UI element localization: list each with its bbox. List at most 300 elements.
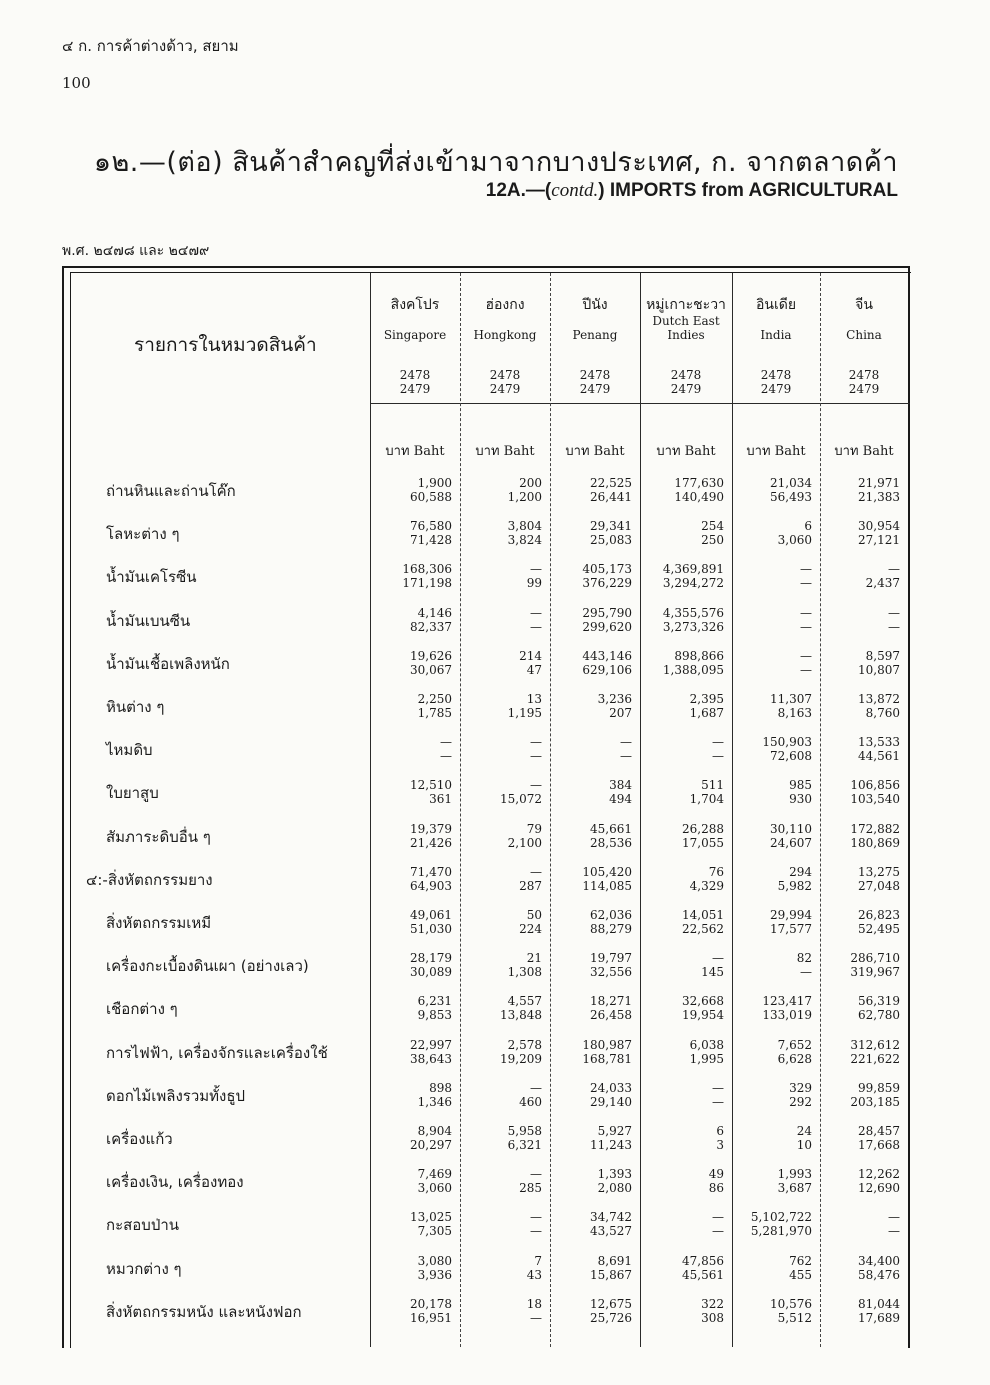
- cell-value-2479: 64,903: [410, 879, 452, 893]
- cell-value-2478: 3,236: [597, 692, 632, 706]
- cell-value-2479: 629,106: [582, 663, 632, 677]
- cell-value-2478: 12,510: [410, 778, 452, 792]
- cell-value-2479: 11,243: [590, 1138, 632, 1152]
- cell-value-2479: 7,305: [417, 1224, 452, 1238]
- cell-value-2479: 26,458: [590, 1008, 632, 1022]
- cell-value-2479: 6,628: [777, 1052, 812, 1066]
- cell-value-2478: —: [712, 735, 724, 749]
- cell-value-2479: 3,273,326: [662, 620, 724, 634]
- cell-value-2478: 5,102,722: [750, 1210, 812, 1224]
- cell-value-2478: 18: [526, 1297, 542, 1311]
- cell-value-2478: 56,319: [858, 994, 900, 1008]
- column-header-thai: อินเดีย: [755, 297, 797, 313]
- cell-value-2478: 21: [526, 951, 542, 965]
- cell-value-2478: 12,675: [590, 1297, 632, 1311]
- cell-value-2478: 105,420: [582, 865, 632, 879]
- cell-value-2478: 4,369,891: [662, 562, 724, 576]
- cell-value-2478: —: [530, 865, 542, 879]
- cell-value-2478: 21,971: [858, 476, 900, 490]
- column-header-thai: จีน: [855, 297, 873, 313]
- cell-value-2478: 22,525: [590, 476, 632, 490]
- row-label: ไหมดิบ: [106, 741, 153, 759]
- cell-value-2478: 2,395: [689, 692, 724, 706]
- cell-value-2478: 30,110: [770, 822, 812, 836]
- column-unit: [640, 440, 732, 461]
- cell-value-2478: 168,306: [402, 562, 452, 576]
- cell-value-2479: 207: [609, 706, 632, 720]
- cell-value-2478: 13,025: [410, 1210, 452, 1224]
- cell-value-2478: —: [888, 606, 900, 620]
- unit-english: Baht: [684, 444, 716, 459]
- column-year-a: 2478: [399, 368, 431, 382]
- cell-value-2478: 214: [519, 649, 542, 663]
- row-label: น้ำมันเชื้อเพลิงหนัก: [106, 655, 230, 673]
- cell-value-2479: 460: [519, 1095, 542, 1109]
- cell-value-2479: 8,163: [777, 706, 812, 720]
- cell-value-2478: 7,652: [777, 1038, 812, 1052]
- cell-value-2478: —: [530, 735, 542, 749]
- cell-value-2479: 171,198: [402, 576, 452, 590]
- cell-value-2479: 308: [701, 1311, 724, 1325]
- cell-value-2479: 30,089: [410, 965, 452, 979]
- page-number: 100: [62, 74, 91, 92]
- cell-value-2478: 22,997: [410, 1038, 452, 1052]
- column-header-english: Singapore: [383, 328, 447, 342]
- cell-value-2478: 18,271: [590, 994, 632, 1008]
- cell-value-2479: —: [712, 1095, 724, 1109]
- cell-value-2479: 88,279: [590, 922, 632, 936]
- unit-english: Baht: [593, 444, 625, 459]
- cell-value-2479: 24,607: [770, 836, 812, 850]
- column-year-b: 2479: [489, 382, 521, 396]
- cell-value-2479: 3,294,272: [662, 576, 724, 590]
- cell-value-2479: 10: [796, 1138, 812, 1152]
- cell-value-2479: 47: [526, 663, 542, 677]
- cell-value-2479: 3,936: [417, 1268, 452, 1282]
- cell-value-2479: 10,807: [858, 663, 900, 677]
- cell-value-2479: 319,967: [850, 965, 900, 979]
- cell-value-2478: 29,341: [590, 519, 632, 533]
- cell-value-2478: —: [530, 562, 542, 576]
- cell-value-2479: 28,536: [590, 836, 632, 850]
- cell-value-2478: 1,900: [417, 476, 452, 490]
- unit-thai: บาท: [565, 444, 594, 459]
- cell-value-2478: —: [620, 735, 632, 749]
- cell-value-2479: —: [530, 1224, 542, 1238]
- title-en-prefix: 12A.—(: [485, 180, 552, 201]
- cell-value-2479: 99: [526, 576, 542, 590]
- cell-value-2479: 250: [701, 533, 724, 547]
- cell-value-2478: 28,457: [858, 1124, 900, 1138]
- cell-value-2478: 329: [789, 1081, 812, 1095]
- cell-value-2479: —: [800, 965, 812, 979]
- cell-value-2478: 443,146: [582, 649, 632, 663]
- cell-value-2479: 361: [429, 792, 452, 806]
- unit-thai: บาท: [656, 444, 685, 459]
- column-year-a: 2478: [848, 368, 880, 382]
- column-year-b: 2479: [760, 382, 792, 396]
- cell-value-2479: 1,388,095: [662, 663, 724, 677]
- cell-value-2479: 30,067: [410, 663, 452, 677]
- column-header-thai: ปีนัง: [582, 297, 608, 313]
- cell-value-2479: 52,495: [858, 922, 900, 936]
- row-label: เครื่องแก้ว: [106, 1130, 173, 1148]
- cell-value-2478: 106,856: [850, 778, 900, 792]
- row-label: หินต่าง ๆ: [106, 698, 165, 716]
- cell-value-2479: 72,608: [770, 749, 812, 763]
- cell-value-2479: 13,848: [500, 1008, 542, 1022]
- cell-value-2478: 6,231: [417, 994, 452, 1008]
- row-label: ใบยาสูบ: [106, 784, 159, 802]
- cell-value-2478: 180,987: [582, 1038, 632, 1052]
- running-head: ๔ ก. การค้าต่างด้าว, สยาม: [62, 37, 239, 55]
- cell-value-2479: 20,297: [410, 1138, 452, 1152]
- cell-value-2479: 494: [609, 792, 632, 806]
- cell-value-2479: 376,229: [582, 576, 632, 590]
- cell-value-2478: 3,804: [507, 519, 542, 533]
- cell-value-2478: —: [530, 1081, 542, 1095]
- row-label: น้ำมันเบนซีน: [106, 612, 191, 630]
- cell-value-2478: —: [888, 562, 900, 576]
- cell-value-2478: 286,710: [850, 951, 900, 965]
- cell-value-2479: 62,780: [858, 1008, 900, 1022]
- cell-value-2479: 203,185: [850, 1095, 900, 1109]
- cell-value-2478: —: [712, 1081, 724, 1095]
- cell-value-2478: 511: [701, 778, 724, 792]
- cell-value-2479: 145: [701, 965, 724, 979]
- cell-value-2479: 21,426: [410, 836, 452, 850]
- cell-value-2479: 299,620: [582, 620, 632, 634]
- years-caption: พ.ศ. ๒๔๗๘ และ ๒๔๗๙: [62, 243, 210, 259]
- cell-value-2478: 6,038: [689, 1038, 724, 1052]
- cell-value-2479: 9,853: [417, 1008, 452, 1022]
- cell-value-2479: 56,493: [770, 490, 812, 504]
- cell-value-2478: 7: [534, 1254, 542, 1268]
- cell-value-2478: 21,034: [770, 476, 812, 490]
- row-label: น้ำมันเคโรซีน: [106, 568, 197, 586]
- cell-value-2478: 28,179: [410, 951, 452, 965]
- title-en-rest: ) IMPORTS from AGRICULTURAL: [598, 180, 898, 201]
- cell-value-2478: 26,288: [682, 822, 724, 836]
- cell-value-2479: 51,030: [410, 922, 452, 936]
- cell-value-2478: 312,612: [850, 1038, 900, 1052]
- column-header-thai: ฮ่องกง: [485, 297, 525, 313]
- cell-value-2479: 60,588: [410, 490, 452, 504]
- cell-value-2478: 13,533: [858, 735, 900, 749]
- cell-value-2479: 27,048: [858, 879, 900, 893]
- column-rule: [732, 273, 733, 1347]
- cell-value-2478: 30,954: [858, 519, 900, 533]
- cell-value-2479: 930: [789, 792, 812, 806]
- cell-value-2479: 26,441: [590, 490, 632, 504]
- cell-value-2479: 3,824: [507, 533, 542, 547]
- cell-value-2479: 43: [526, 1268, 542, 1282]
- cell-value-2478: —: [530, 778, 542, 792]
- row-label: โลหะต่าง ๆ: [106, 525, 180, 543]
- unit-english: Baht: [774, 444, 806, 459]
- row-label: ๔:-สิ่งหัตถกรรมยาง: [86, 871, 213, 889]
- cell-value-2479: —: [888, 1224, 900, 1238]
- cell-value-2479: 38,643: [410, 1052, 452, 1066]
- cell-value-2478: 2,578: [507, 1038, 542, 1052]
- cell-value-2478: 82: [796, 951, 812, 965]
- cell-value-2478: —: [800, 606, 812, 620]
- cell-value-2479: —: [800, 663, 812, 677]
- cell-value-2478: 24,033: [590, 1081, 632, 1095]
- cell-value-2478: 384: [609, 778, 632, 792]
- cell-value-2479: 17,689: [858, 1311, 900, 1325]
- cell-value-2479: 15,072: [500, 792, 542, 806]
- column-header-english: India: [760, 328, 792, 342]
- cell-value-2478: 13,275: [858, 865, 900, 879]
- cell-value-2478: 11,307: [770, 692, 812, 706]
- title-en-contd: contd.: [551, 180, 599, 201]
- unit-english: Baht: [862, 444, 894, 459]
- row-label: เชือกต่าง ๆ: [106, 1000, 178, 1018]
- cell-value-2479: 5,281,970: [750, 1224, 812, 1238]
- cell-value-2479: —: [620, 749, 632, 763]
- cell-value-2478: 34,742: [590, 1210, 632, 1224]
- row-label: สิ่งหัตถกรรมเหมี: [106, 914, 212, 932]
- cell-value-2479: 4,329: [689, 879, 724, 893]
- cell-value-2479: —: [712, 749, 724, 763]
- cell-value-2479: 1,308: [507, 965, 542, 979]
- row-label: การไฟฟ้า, เครื่องจักรและเครื่องใช้: [106, 1044, 328, 1062]
- cell-value-2479: 6,321: [507, 1138, 542, 1152]
- cell-value-2478: —: [530, 606, 542, 620]
- cell-value-2479: 8,760: [865, 706, 900, 720]
- column-unit: [550, 440, 640, 461]
- cell-value-2479: 1,195: [507, 706, 542, 720]
- cell-value-2478: 762: [789, 1254, 812, 1268]
- cell-value-2478: 294: [789, 865, 812, 879]
- cell-value-2478: 254: [701, 519, 724, 533]
- cell-value-2478: 19,626: [410, 649, 452, 663]
- cell-value-2479: 32,556: [590, 965, 632, 979]
- column-year-a: 2478: [760, 368, 792, 382]
- cell-value-2479: 140,490: [674, 490, 724, 504]
- cell-value-2478: 99,859: [858, 1081, 900, 1095]
- cell-value-2479: 292: [789, 1095, 812, 1109]
- column-header-english: Penang: [572, 328, 618, 342]
- cell-value-2479: 285: [519, 1181, 542, 1195]
- cell-value-2479: 168,781: [582, 1052, 632, 1066]
- cell-value-2479: 3: [716, 1138, 724, 1152]
- cell-value-2478: 71,470: [410, 865, 452, 879]
- cell-value-2478: 62,036: [590, 908, 632, 922]
- cell-value-2478: 5,927: [597, 1124, 632, 1138]
- cell-value-2478: 20,178: [410, 1297, 452, 1311]
- column-year-b: 2479: [579, 382, 611, 396]
- column-rule: [370, 273, 371, 1347]
- cell-value-2479: —: [530, 620, 542, 634]
- cell-value-2478: —: [440, 735, 452, 749]
- cell-value-2479: 3,060: [417, 1181, 452, 1195]
- cell-value-2479: 287: [519, 879, 542, 893]
- cell-value-2479: 2,100: [507, 836, 542, 850]
- cell-value-2478: 14,051: [682, 908, 724, 922]
- cell-value-2478: —: [712, 951, 724, 965]
- cell-value-2478: 1,393: [597, 1167, 632, 1181]
- cell-value-2479: —: [440, 749, 452, 763]
- column-header-thai: หมู่เกาะชะวา: [646, 297, 726, 313]
- cell-value-2478: 8,904: [417, 1124, 452, 1138]
- items-column-header: รายการในหมวดสินค้า: [134, 334, 317, 356]
- cell-value-2478: 898: [429, 1081, 452, 1095]
- cell-value-2478: 322: [701, 1297, 724, 1311]
- cell-value-2478: —: [530, 1210, 542, 1224]
- cell-value-2479: —: [800, 620, 812, 634]
- cell-value-2479: 17,577: [770, 922, 812, 936]
- cell-value-2478: 177,630: [674, 476, 724, 490]
- cell-value-2479: 103,540: [850, 792, 900, 806]
- column-year-a: 2478: [670, 368, 702, 382]
- column-header-english: Hongkong: [473, 328, 537, 342]
- column-header-english: Dutch East Indies: [652, 314, 720, 342]
- column-year-b: 2479: [848, 382, 880, 396]
- cell-value-2479: 455: [789, 1268, 812, 1282]
- cell-value-2478: 295,790: [582, 606, 632, 620]
- cell-value-2479: 2,080: [597, 1181, 632, 1195]
- cell-value-2479: 29,140: [590, 1095, 632, 1109]
- cell-value-2479: 19,954: [682, 1008, 724, 1022]
- cell-value-2479: 16,951: [410, 1311, 452, 1325]
- cell-value-2478: 10,576: [770, 1297, 812, 1311]
- column-year-b: 2479: [399, 382, 431, 396]
- cell-value-2479: 71,428: [410, 533, 452, 547]
- cell-value-2479: 82,337: [410, 620, 452, 634]
- cell-value-2479: 180,869: [850, 836, 900, 850]
- cell-value-2478: 3,080: [417, 1254, 452, 1268]
- cell-value-2479: 114,085: [582, 879, 632, 893]
- column-year-b: 2479: [670, 382, 702, 396]
- cell-value-2479: 1,200: [507, 490, 542, 504]
- cell-value-2478: 4,557: [507, 994, 542, 1008]
- column-unit: [370, 440, 460, 461]
- cell-value-2479: 3,060: [777, 533, 812, 547]
- cell-value-2479: 1,346: [417, 1095, 452, 1109]
- cell-value-2478: —: [888, 1210, 900, 1224]
- cell-value-2479: 17,055: [682, 836, 724, 850]
- cell-value-2479: —: [530, 1311, 542, 1325]
- column-unit: [732, 440, 820, 461]
- cell-value-2478: 172,882: [850, 822, 900, 836]
- cell-value-2479: —: [712, 1224, 724, 1238]
- cell-value-2478: 50: [526, 908, 542, 922]
- cell-value-2478: 47,856: [682, 1254, 724, 1268]
- column-header-english: China: [846, 328, 882, 342]
- cell-value-2478: 19,379: [410, 822, 452, 836]
- column-rule: [550, 273, 551, 1347]
- cell-value-2479: —: [888, 620, 900, 634]
- column-header-thai: สิงคโปร: [390, 297, 440, 313]
- cell-value-2478: 76: [708, 865, 724, 879]
- cell-value-2478: 34,400: [858, 1254, 900, 1268]
- cell-value-2479: 221,622: [850, 1052, 900, 1066]
- cell-value-2478: 49,061: [410, 908, 452, 922]
- column-unit: [820, 440, 908, 461]
- cell-value-2479: 224: [519, 922, 542, 936]
- table-title-thai: ๑๒.—(ต่อ) สินค้าสำคญที่ส่งเข้ามาจากบางประเทศ, ก. จากตลาดค้า: [93, 147, 898, 178]
- unit-thai: บาท: [746, 444, 775, 459]
- cell-value-2478: 6: [716, 1124, 724, 1138]
- cell-value-2479: 5,982: [777, 879, 812, 893]
- cell-value-2479: —: [800, 576, 812, 590]
- cell-value-2478: 45,661: [590, 822, 632, 836]
- unit-thai: บาท: [834, 444, 863, 459]
- cell-value-2478: —: [712, 1210, 724, 1224]
- unit-english: Baht: [413, 444, 445, 459]
- cell-value-2478: 2,250: [417, 692, 452, 706]
- cell-value-2478: 13: [526, 692, 542, 706]
- cell-value-2478: 26,823: [858, 908, 900, 922]
- cell-value-2478: 1,993: [777, 1167, 812, 1181]
- row-label: ถ่านหินและถ่านโค๊ก: [106, 482, 236, 500]
- cell-value-2478: 79: [526, 822, 542, 836]
- cell-value-2478: 81,044: [858, 1297, 900, 1311]
- cell-value-2478: 76,580: [410, 519, 452, 533]
- cell-value-2478: 8,691: [597, 1254, 632, 1268]
- cell-value-2478: 123,417: [762, 994, 812, 1008]
- row-label: เครื่องกะเบื้องดินเผา (อย่างเลว): [106, 957, 309, 975]
- column-year-a: 2478: [489, 368, 521, 382]
- cell-value-2479: 45,561: [682, 1268, 724, 1282]
- cell-value-2478: 150,903: [762, 735, 812, 749]
- cell-value-2478: 985: [789, 778, 812, 792]
- cell-value-2479: 44,561: [858, 749, 900, 763]
- cell-value-2478: 24: [796, 1124, 812, 1138]
- row-label: กะสอบป่าน: [106, 1216, 180, 1234]
- cell-value-2479: 27,121: [858, 533, 900, 547]
- row-label: สัมภาระดิบอื่น ๆ: [106, 828, 211, 846]
- cell-value-2478: 200: [519, 476, 542, 490]
- cell-value-2478: 4,146: [417, 606, 452, 620]
- row-label: ดอกไม้เพลิงรวมทั้งธูป: [106, 1087, 246, 1105]
- column-unit: [460, 440, 550, 461]
- unit-english: Baht: [503, 444, 535, 459]
- cell-value-2479: 1,785: [417, 706, 452, 720]
- cell-value-2479: 5,512: [777, 1311, 812, 1325]
- cell-value-2478: 32,668: [682, 994, 724, 1008]
- cell-value-2479: 43,527: [590, 1224, 632, 1238]
- cell-value-2478: 19,797: [590, 951, 632, 965]
- unit-thai: บาท: [475, 444, 504, 459]
- cell-value-2478: 898,866: [674, 649, 724, 663]
- cell-value-2478: —: [800, 562, 812, 576]
- cell-value-2479: 15,867: [590, 1268, 632, 1282]
- cell-value-2479: 19,209: [500, 1052, 542, 1066]
- row-label: หมวกต่าง ๆ: [106, 1260, 182, 1278]
- cell-value-2479: 17,668: [858, 1138, 900, 1152]
- cell-value-2479: 2,437: [865, 576, 900, 590]
- cell-value-2478: —: [530, 1167, 542, 1181]
- cell-value-2478: 8,597: [865, 649, 900, 663]
- cell-value-2479: 22,562: [682, 922, 724, 936]
- cell-value-2479: 1,687: [689, 706, 724, 720]
- cell-value-2479: 86: [708, 1181, 724, 1195]
- cell-value-2478: 4,355,576: [662, 606, 724, 620]
- cell-value-2478: 5,958: [507, 1124, 542, 1138]
- cell-value-2479: 1,704: [689, 792, 724, 806]
- cell-value-2479: 21,383: [858, 490, 900, 504]
- cell-value-2478: 29,994: [770, 908, 812, 922]
- cell-value-2478: 7,469: [417, 1167, 452, 1181]
- table-title-english: [486, 180, 898, 202]
- cell-value-2479: 25,726: [590, 1311, 632, 1325]
- cell-value-2479: 12,690: [858, 1181, 900, 1195]
- cell-value-2479: 25,083: [590, 533, 632, 547]
- column-rule: [640, 273, 641, 1347]
